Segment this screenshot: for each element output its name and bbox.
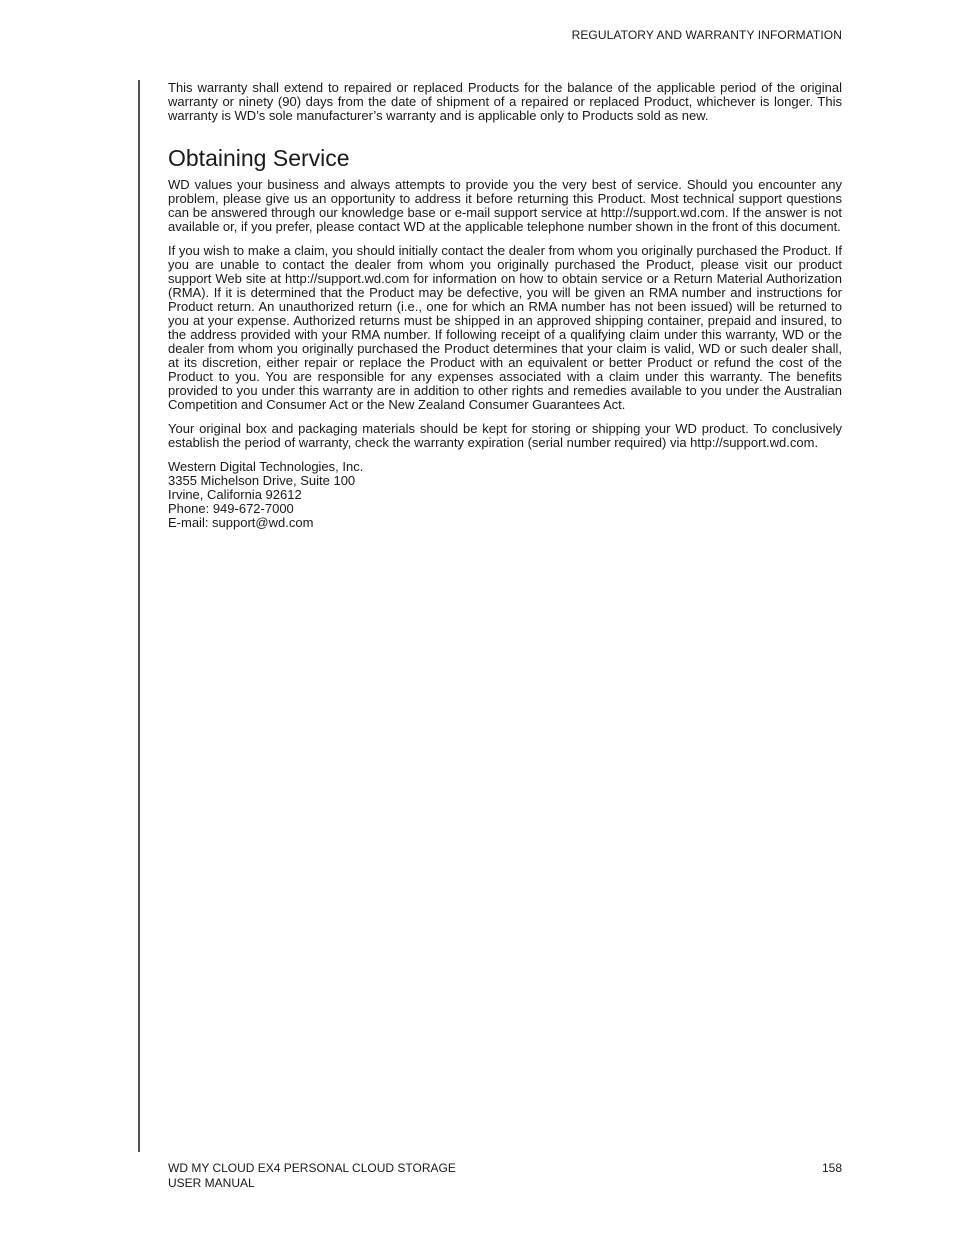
claim-paragraph: If you wish to make a claim, you should initially contact the dealer from whom you originally purchased the Product. If you are unable to contact the dealer from whom you originally purchased the Product, please visit our product support Web site at http://support.wd.com for information on how to obtain service or a Return Material Authorization (RMA). If it is determined that the Product may be defective, you will be given an RMA number and instructions for Product return. An unauthorized return (i.e., one for which an RMA number has not been issued) will be returned to you at your expense. Authorized returns must be shipped in an approved shipping container, prepaid and insured, to the address provided with your RMA number. If following receipt of a qualifying claim under this warranty, WD or the dealer from whom you originally purchased the Product determines that your claim is valid, WD or such dealer shall, at its discretion, either repair or replace the Product with an equivalent or better Product or refund the cost of the Product to you. You are responsible for any expenses associated with a claim under this warranty. The benefits provided to you under this warranty are in addition to other rights and remedies available to you under the Australian Competition and Consumer Act or the New Zealand Consumer Guarantees Act. [168,243,842,412]
margin-rule [138,80,140,1152]
page-number: 158 [821,1161,842,1175]
footer-product-name: WD MY CLOUD EX4 PERSONAL CLOUD STORAGE [168,1161,456,1175]
footer-doc-type: USER MANUAL [168,1176,255,1190]
section-heading: Obtaining Service [168,145,350,171]
packaging-paragraph: Your original box and packaging materials should be kept for storing or shipping your WD product. To conclusively establish the period of warranty, check the warranty expiration (serial number required) via http://support.wd.com. [168,421,842,450]
city-state-zip: Irvine, California 92612 [168,487,302,502]
warranty-extension-paragraph: This warranty shall extend to repaired or replaced Products for the balance of the applicable period of the original warranty or ninety (90) days from the date of shipment of a repaired or replaced Product, whichever is longer. This warranty is WD’s sole manufacturer’s warranty and is applicable only to Products sold as new. [168,80,842,123]
running-header: REGULATORY AND WARRANTY INFORMATION [571,28,842,42]
email-address: E-mail: support@wd.com [168,515,314,530]
company-name: Western Digital Technologies, Inc. [168,459,364,474]
phone-number: Phone: 949-672-7000 [168,501,294,516]
page-content [168,81,842,530]
footer-product [168,1161,456,1191]
service-paragraph: WD values your business and always attempts to provide you the very best of service. Should you encounter any problem, please give us an opportunity to address it before returning this Product. Most technical support questions can be answered through our knowledge base or e-mail support service at http://support.wd.com. If the answer is not available or, if you prefer, please contact WD at the applicable telephone number shown in the front of this document. [168,177,842,234]
contact-address [168,460,842,530]
street-address: 3355 Michelson Drive, Suite 100 [168,473,356,488]
